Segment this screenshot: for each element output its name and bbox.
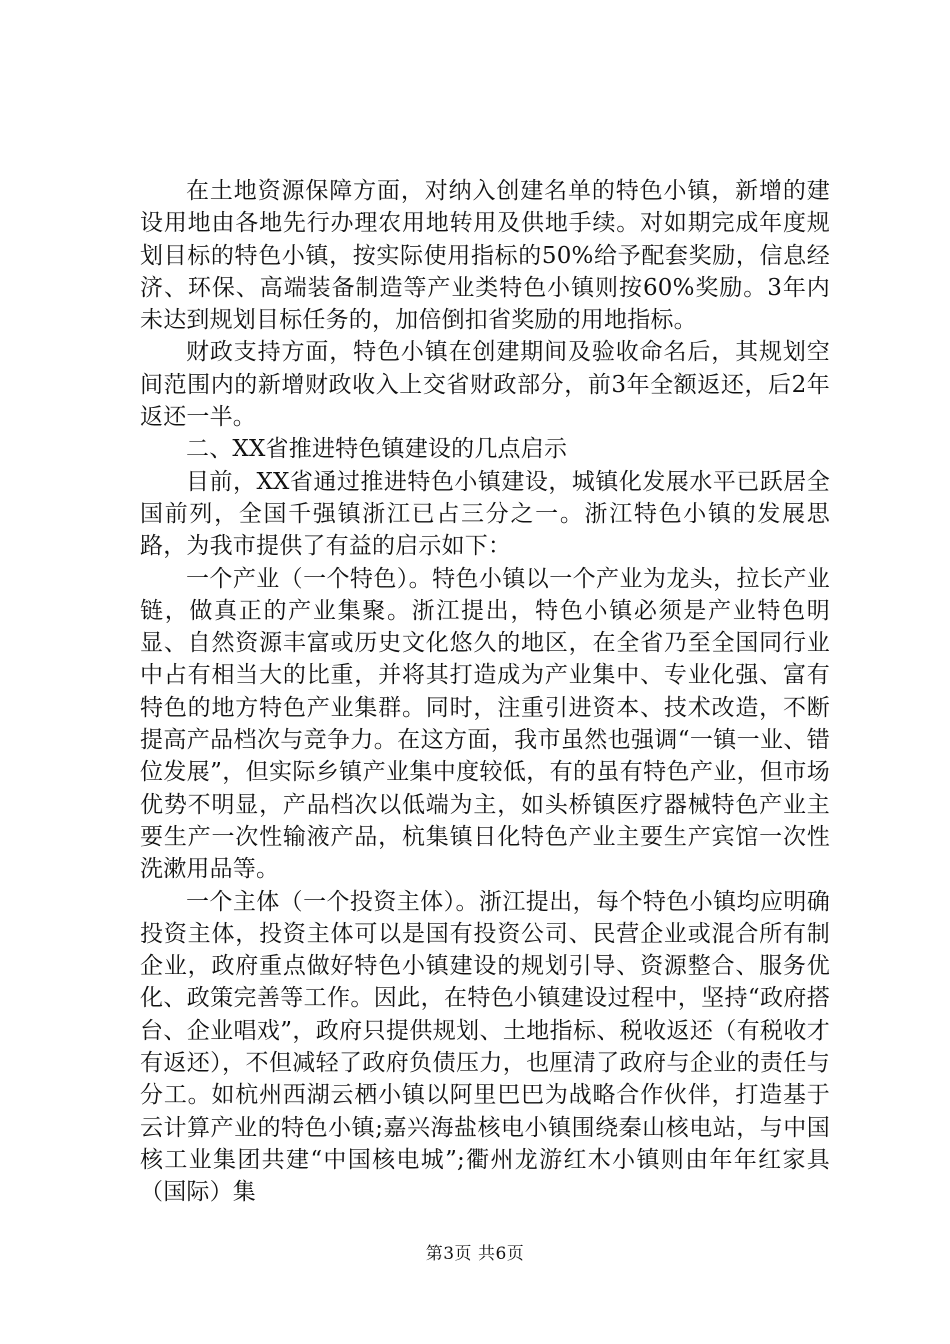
paragraph-fiscal-support: 财政支持方面，特色小镇在创建期间及验收命名后，其规划空间范围内的新增财政收入上交省财政部分，前3年全额返还，后2年返还一半。 — [140, 339, 830, 431]
paragraph-land-resources: 在土地资源保障方面，对纳入创建名单的特色小镇，新增的建设用地由各地先行办理农用地转用及供地手续。对如期完成年度规划目标的特色小镇，按实际使用指标的50%给予配套奖励，信息经济、环保、高端装备制造等产业类特色小镇则按60%奖励。3年内未达到规划目标任务的，加倍倒扣省奖励的用地指标。 — [140, 178, 830, 334]
document-body — [140, 175, 830, 1209]
section-heading: 二、XX省推进特色镇建设的几点启示 — [186, 436, 568, 463]
paragraph-intro: 目前，XX省通过推进特色小镇建设，城镇化发展水平已跃居全国前列，全国千强镇浙江已占三分之一。浙江特色小镇的发展思路，为我市提供了有益的启示如下： — [140, 468, 830, 560]
page-number-footer: 第3页 共6页 — [425, 1244, 525, 1264]
paragraph-one-industry: 一个产业（一个特色）。特色小镇以一个产业为龙头，拉长产业链，做真正的产业集聚。浙江提出，特色小镇必须是产业特色明显、自然资源丰富或历史文化悠久的地区，在全省乃至全国同行业中占有相当大的比重，并将其打造成为产业集中、专业化强、富有特色的地方特色产业集群。同时，注重引进资本、技术改造，不断提高产品档次与竞争力。在这方面，我市虽然也强调“一镇一业、错位发展”，但实际乡镇产业集中度较低，有的虽有特色产业，但市场优势不明显，产品档次以低端为主，如头桥镇医疗器械特色产业主要生产一次性输液产品，杭集镇日化特色产业主要生产宾馆一次性洗漱用品等。 — [140, 565, 830, 883]
paragraph-one-subject: 一个主体（一个投资主体）。浙江提出，每个特色小镇均应明确投资主体，投资主体可以是国有投资公司、民营企业或混合所有制企业，政府重点做好特色小镇建设的规划引导、资源整合、服务优化、政策完善等工作。因此，在特色小镇建设过程中，坚持“政府搭台、企业唱戏”，政府只提供规划、土地指标、税收返还（有税收才有返还），不但减轻了政府负债压力，也厘清了政府与企业的责任与分工。如杭州西湖云栖小镇以阿里巴巴为战略合作伙伴，打造基于云计算产业的特色小镇;嘉兴海盐核电小镇围绕秦山核电站，与中国核工业集团共建“中国核电城”;衢州龙游红木小镇则由年年红家具（国际）集 — [140, 888, 830, 1206]
